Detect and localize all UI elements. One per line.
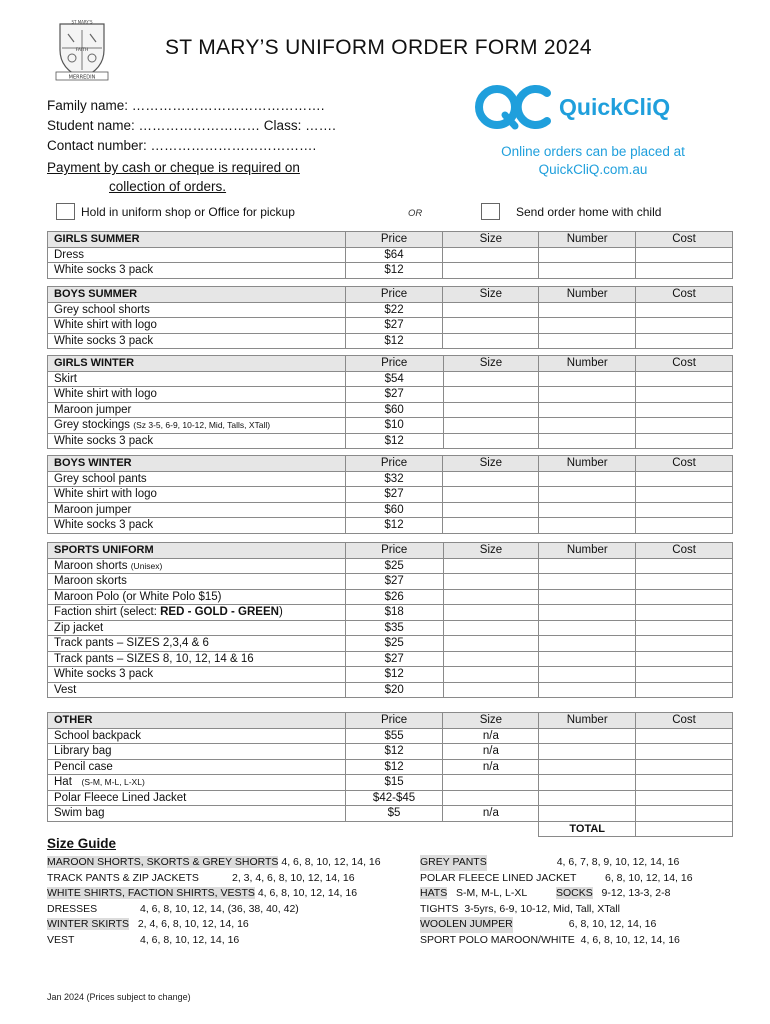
cost-cell[interactable]: [636, 728, 733, 744]
size-cell: n/a: [443, 728, 539, 744]
table-row: [48, 636, 733, 652]
item-name: White socks 3 pack: [48, 518, 346, 534]
size-guide-sizes: 4, 6, 8, 10, 12, 14, 16: [140, 933, 240, 946]
item-name: [48, 558, 346, 574]
size-cell[interactable]: [443, 636, 539, 652]
cost-cell[interactable]: [636, 775, 733, 791]
number-cell[interactable]: [539, 589, 636, 605]
item-name: Pencil case: [48, 759, 346, 775]
blank-cell: [443, 821, 539, 837]
number-header: Number: [539, 713, 636, 729]
cost-header: Cost: [636, 356, 733, 372]
item-name: White socks 3 pack: [48, 333, 346, 349]
send-home-option[interactable]: [481, 203, 661, 220]
total-label: TOTAL: [539, 821, 636, 837]
cost-cell[interactable]: [636, 790, 733, 806]
number-cell[interactable]: [539, 502, 636, 518]
sports-uniform-table: [47, 542, 733, 698]
size-guide-row: [420, 917, 693, 933]
cost-cell[interactable]: [636, 682, 733, 698]
item-price: $18: [345, 605, 443, 621]
size-guide-row: [420, 886, 693, 902]
size-header: Size: [443, 543, 539, 559]
cost-cell[interactable]: [636, 605, 733, 621]
number-cell[interactable]: [539, 667, 636, 683]
crest-top-text: ST MARY'S: [71, 20, 93, 25]
number-cell[interactable]: [539, 433, 636, 449]
item-name: White socks 3 pack: [48, 433, 346, 449]
table-row: [48, 333, 733, 349]
size-guide-sizes: 4, 6, 7, 8, 9, 10, 12, 14, 16: [556, 856, 680, 868]
crest-bottom-text: MERREDIN: [68, 74, 96, 81]
table-row: [48, 302, 733, 318]
number-header: Number: [539, 232, 636, 248]
girls-summer-table: [47, 231, 733, 279]
faction-colours: RED - GOLD - GREEN: [160, 606, 279, 619]
size-guide-label: SPORT POLO MAROON/WHITE: [420, 933, 575, 946]
number-cell[interactable]: [539, 574, 636, 590]
size-header: Size: [443, 713, 539, 729]
cost-cell[interactable]: [636, 589, 733, 605]
size-cell[interactable]: [443, 333, 539, 349]
table-row: [48, 589, 733, 605]
size-cell[interactable]: [443, 247, 539, 263]
table-header-row: [48, 232, 733, 248]
number-cell[interactable]: [539, 558, 636, 574]
section-title: SPORTS UNIFORM: [48, 543, 346, 559]
size-guide-label: TRACK PANTS & ZIP JACKETS: [47, 871, 199, 884]
number-header: Number: [539, 356, 636, 372]
payment-note-line-2: collection of orders.: [109, 179, 227, 194]
item-price: $12: [345, 759, 443, 775]
size-guide-row: [47, 886, 381, 902]
size-cell[interactable]: [443, 790, 539, 806]
number-cell[interactable]: [539, 371, 636, 387]
size-guide-right: [420, 855, 693, 949]
cost-cell[interactable]: [636, 620, 733, 636]
page-title: ST MARY’S UNIFORM ORDER FORM 2024: [165, 36, 592, 59]
item-price: $15: [345, 775, 443, 791]
table-row: [48, 806, 733, 822]
size-guide-label: TIGHTS: [420, 902, 459, 915]
number-cell[interactable]: [539, 302, 636, 318]
boys-winter-table: [47, 455, 733, 534]
size-cell[interactable]: [443, 418, 539, 434]
size-header: Size: [443, 287, 539, 303]
size-cell[interactable]: [443, 318, 539, 334]
item-name-suffix: ): [278, 606, 283, 619]
girls-winter-table: [47, 355, 733, 449]
size-guide-row: [420, 871, 693, 887]
size-guide-row: [420, 933, 693, 949]
item-name: Maroon skorts: [48, 574, 346, 590]
size-guide-sizes: 4, 6, 8, 10, 12, 14, (36, 38, 40, 42): [140, 902, 299, 915]
item-price: $60: [345, 402, 443, 418]
size-guide-label: POLAR FLEECE LINED JACKET: [420, 871, 577, 884]
table-row: [48, 682, 733, 698]
table-row: [48, 387, 733, 403]
table-row: [48, 651, 733, 667]
item-name: [48, 775, 346, 791]
size-guide-sizes: 2, 4, 6, 8, 10, 12, 14, 16: [137, 918, 249, 931]
total-row: [48, 821, 733, 837]
cost-cell[interactable]: [636, 333, 733, 349]
number-cell[interactable]: [539, 333, 636, 349]
size-guide-row: [420, 902, 693, 918]
other-items-table: [47, 712, 733, 837]
item-note: (Sz 3-5, 6-9, 10-12, Mid, Talls, XTall): [133, 420, 271, 431]
size-guide-row: [47, 933, 381, 949]
item-name: [48, 418, 346, 434]
item-name: Vest: [48, 682, 346, 698]
number-cell[interactable]: [539, 402, 636, 418]
table-row: [48, 402, 733, 418]
item-name: Grey school shorts: [48, 302, 346, 318]
size-cell[interactable]: [443, 471, 539, 487]
cost-cell[interactable]: [636, 433, 733, 449]
table-row: [48, 574, 733, 590]
pickup-label: Hold in uniform shop or Office for pickup: [81, 204, 295, 219]
size-header: Size: [443, 232, 539, 248]
number-cell[interactable]: [539, 744, 636, 760]
item-name: Grey school pants: [48, 471, 346, 487]
section-title: GIRLS SUMMER: [48, 232, 346, 248]
number-header: Number: [539, 456, 636, 472]
size-guide-row: [420, 855, 693, 871]
pickup-checkbox[interactable]: [56, 203, 75, 220]
size-guide-sizes: 6, 8, 10, 12, 14, 16: [568, 918, 657, 931]
cost-header: Cost: [636, 543, 733, 559]
number-header: Number: [539, 543, 636, 559]
size-guide-sizes: 6, 8, 10, 12, 14, 16: [605, 871, 693, 884]
item-name: Maroon jumper: [48, 402, 346, 418]
table-row: [48, 790, 733, 806]
or-label: OR: [408, 208, 423, 219]
cost-cell[interactable]: [636, 387, 733, 403]
size-guide-label: WINTER SKIRTS: [47, 918, 130, 931]
size-guide-label: WOOLEN JUMPER: [420, 917, 513, 933]
cost-cell[interactable]: [636, 418, 733, 434]
boys-summer-table: [47, 286, 733, 349]
size-cell[interactable]: [443, 589, 539, 605]
table-header-row: [48, 713, 733, 729]
size-cell[interactable]: [443, 620, 539, 636]
item-price: $12: [345, 667, 443, 683]
size-guide-label: SOCKS: [556, 887, 593, 900]
size-cell[interactable]: [443, 402, 539, 418]
size-guide-row: [47, 917, 381, 933]
number-cell[interactable]: [539, 605, 636, 621]
size-header: Size: [443, 456, 539, 472]
item-price: $42-$45: [345, 790, 443, 806]
item-name-text: Hat: [54, 776, 72, 789]
size-cell[interactable]: [443, 302, 539, 318]
size-cell[interactable]: [443, 263, 539, 279]
item-price: $60: [345, 502, 443, 518]
item-name: White socks 3 pack: [48, 263, 346, 279]
item-price: $35: [345, 620, 443, 636]
cost-cell[interactable]: [636, 806, 733, 822]
size-guide-sizes: 9-12, 13-3, 2-8: [601, 887, 671, 900]
size-guide-label: GREY PANTS: [420, 855, 487, 871]
size-cell[interactable]: [443, 487, 539, 503]
quickcliq-logo-text: QuickCliQ: [559, 94, 671, 120]
cost-cell[interactable]: [636, 667, 733, 683]
price-header: Price: [345, 356, 443, 372]
size-header: Size: [443, 356, 539, 372]
size-guide-row: [47, 855, 381, 871]
contact-number-field[interactable]: Contact number: ……………………………….: [47, 138, 317, 153]
send-home-checkbox[interactable]: [481, 203, 500, 220]
item-price: $27: [345, 651, 443, 667]
item-name: School backpack: [48, 728, 346, 744]
cost-cell[interactable]: [636, 371, 733, 387]
item-price: $27: [345, 318, 443, 334]
price-header: Price: [345, 287, 443, 303]
size-cell[interactable]: [443, 371, 539, 387]
size-guide-label: VEST: [47, 933, 75, 946]
item-name: Dress: [48, 247, 346, 263]
size-guide-row: [47, 871, 381, 887]
item-price: $25: [345, 558, 443, 574]
item-price: $12: [345, 518, 443, 534]
cost-cell[interactable]: [636, 744, 733, 760]
item-price: $54: [345, 371, 443, 387]
cost-header: Cost: [636, 232, 733, 248]
price-header: Price: [345, 543, 443, 559]
item-name-text: Faction shirt (select:: [54, 606, 157, 619]
item-note: (S-M, M-L, L-XL): [81, 777, 145, 788]
table-row: [48, 620, 733, 636]
table-row: [48, 433, 733, 449]
crest-motto-text: FAITH: [75, 48, 89, 53]
table-row: [48, 744, 733, 760]
cost-header: Cost: [636, 456, 733, 472]
size-cell[interactable]: [443, 682, 539, 698]
size-guide-sizes: 3-5yrs, 6-9, 10-12, Mid, Tall, XTall: [464, 902, 620, 915]
size-guide-left: [47, 855, 381, 949]
cost-cell[interactable]: [636, 558, 733, 574]
size-guide-sizes: 4, 6, 8, 10, 12, 14, 16: [580, 933, 680, 946]
table-row: [48, 318, 733, 334]
size-guide-label: WHITE SHIRTS, FACTION SHIRTS, VESTS: [47, 887, 255, 900]
size-guide-sizes: 4, 6, 8, 10, 12, 14, 16: [257, 887, 358, 900]
section-title: BOYS WINTER: [48, 456, 346, 472]
table-row: [48, 487, 733, 503]
table-row: [48, 502, 733, 518]
item-price: $27: [345, 387, 443, 403]
size-guide-label: MAROON SHORTS, SKORTS & GREY SHORTS: [47, 856, 279, 868]
table-header-row: [48, 287, 733, 303]
family-name-field[interactable]: Family name: …………………………………….: [47, 98, 325, 113]
number-cell[interactable]: [539, 418, 636, 434]
size-cell[interactable]: [443, 651, 539, 667]
item-price: $64: [345, 247, 443, 263]
size-guide-label: HATS: [420, 887, 448, 900]
table-row: [48, 418, 733, 434]
price-header: Price: [345, 232, 443, 248]
section-title: GIRLS WINTER: [48, 356, 346, 372]
number-cell[interactable]: [539, 759, 636, 775]
cost-cell[interactable]: [636, 636, 733, 652]
number-cell[interactable]: [539, 620, 636, 636]
item-price: $12: [345, 263, 443, 279]
size-cell[interactable]: [443, 775, 539, 791]
contact-fields: [47, 96, 336, 156]
table-row: [48, 667, 733, 683]
cost-cell[interactable]: [636, 502, 733, 518]
blank-cell: [48, 821, 346, 837]
table-row: [48, 558, 733, 574]
item-name: Track pants – SIZES 2,3,4 & 6: [48, 636, 346, 652]
number-cell[interactable]: [539, 682, 636, 698]
online-orders-link[interactable]: QuickCliQ.com.au: [538, 162, 648, 177]
item-name: White shirt with logo: [48, 487, 346, 503]
cost-cell[interactable]: [636, 263, 733, 279]
table-row: [48, 371, 733, 387]
price-header: Price: [345, 713, 443, 729]
number-cell[interactable]: [539, 518, 636, 534]
item-price: $20: [345, 682, 443, 698]
item-price: $12: [345, 433, 443, 449]
payment-note: [47, 158, 300, 196]
number-cell[interactable]: [539, 790, 636, 806]
table-row: [48, 518, 733, 534]
student-name-field[interactable]: Student name: ……………………… Class: …….: [47, 118, 336, 133]
item-name: White socks 3 pack: [48, 667, 346, 683]
table-row: [48, 728, 733, 744]
table-header-row: [48, 356, 733, 372]
footer-note: Jan 2024 (Prices subject to change): [47, 992, 191, 1002]
school-crest-logo: [54, 20, 110, 82]
item-price: $12: [345, 333, 443, 349]
table-row: [48, 759, 733, 775]
number-cell[interactable]: [539, 728, 636, 744]
item-price: $22: [345, 302, 443, 318]
item-name: Polar Fleece Lined Jacket: [48, 790, 346, 806]
cost-cell[interactable]: [636, 651, 733, 667]
price-header: Price: [345, 456, 443, 472]
cost-cell[interactable]: [636, 247, 733, 263]
cost-cell[interactable]: [636, 402, 733, 418]
item-price: $27: [345, 487, 443, 503]
blank-cell: [345, 821, 443, 837]
size-cell[interactable]: [443, 502, 539, 518]
number-cell[interactable]: [539, 651, 636, 667]
cost-cell[interactable]: [636, 471, 733, 487]
number-cell[interactable]: [539, 636, 636, 652]
item-price: $27: [345, 574, 443, 590]
number-cell[interactable]: [539, 247, 636, 263]
size-guide-row: [47, 902, 381, 918]
item-name: White shirt with logo: [48, 387, 346, 403]
table-header-row: [48, 456, 733, 472]
table-row: [48, 775, 733, 791]
item-name-text: Maroon shorts: [54, 559, 128, 572]
item-price: $10: [345, 418, 443, 434]
number-header: Number: [539, 287, 636, 303]
item-note: (Unisex): [130, 560, 163, 571]
cost-header: Cost: [636, 713, 733, 729]
size-guide-title: Size Guide: [47, 836, 117, 851]
table-row: [48, 263, 733, 279]
number-cell[interactable]: [539, 487, 636, 503]
payment-note-line-1: Payment by cash or cheque is required on: [47, 160, 300, 175]
cost-cell[interactable]: [636, 487, 733, 503]
item-name: Maroon jumper: [48, 502, 346, 518]
item-name: White shirt with logo: [48, 318, 346, 334]
cost-cell[interactable]: [636, 302, 733, 318]
size-cell[interactable]: [443, 605, 539, 621]
item-name: Library bag: [48, 744, 346, 760]
item-name: Track pants – SIZES 8, 10, 12, 14 & 16: [48, 651, 346, 667]
item-price: $32: [345, 471, 443, 487]
cost-cell[interactable]: [636, 318, 733, 334]
item-name: [48, 605, 346, 621]
size-cell[interactable]: [443, 387, 539, 403]
section-title: BOYS SUMMER: [48, 287, 346, 303]
size-cell[interactable]: [443, 433, 539, 449]
size-guide-sizes: 2, 3, 4, 6, 8, 10, 12, 14, 16: [232, 871, 355, 884]
number-cell[interactable]: [539, 387, 636, 403]
size-guide-label: DRESSES: [47, 902, 98, 915]
number-cell[interactable]: [539, 806, 636, 822]
cost-header: Cost: [636, 287, 733, 303]
number-cell[interactable]: [539, 318, 636, 334]
table-header-row: [48, 543, 733, 559]
size-cell[interactable]: [443, 558, 539, 574]
number-cell[interactable]: [539, 263, 636, 279]
size-cell: n/a: [443, 759, 539, 775]
item-price: $26: [345, 589, 443, 605]
size-guide-sizes: S-M, M-L, L-XL: [456, 887, 528, 900]
send-home-label: Send order home with child: [516, 204, 662, 219]
table-row: [48, 247, 733, 263]
online-orders-line-1: Online orders can be placed at: [501, 144, 685, 159]
item-name: Maroon Polo (or White Polo $15): [48, 589, 346, 605]
item-name: Swim bag: [48, 806, 346, 822]
item-price: $12: [345, 744, 443, 760]
size-cell: n/a: [443, 806, 539, 822]
size-cell[interactable]: [443, 667, 539, 683]
size-guide-sizes: 4, 6, 8, 10, 12, 14, 16: [281, 856, 381, 868]
number-cell[interactable]: [539, 775, 636, 791]
cost-cell[interactable]: [636, 759, 733, 775]
item-price: $5: [345, 806, 443, 822]
size-cell[interactable]: [443, 518, 539, 534]
table-row: [48, 471, 733, 487]
item-price: $55: [345, 728, 443, 744]
table-row: [48, 605, 733, 621]
total-cost-cell[interactable]: [636, 821, 733, 837]
section-title: OTHER: [48, 713, 346, 729]
item-name: Skirt: [48, 371, 346, 387]
pickup-option[interactable]: [56, 203, 295, 220]
item-price: $25: [345, 636, 443, 652]
number-cell[interactable]: [539, 471, 636, 487]
cost-cell[interactable]: [636, 518, 733, 534]
item-name: Zip jacket: [48, 620, 346, 636]
item-name-text: Grey stockings: [54, 419, 131, 432]
size-cell: n/a: [443, 744, 539, 760]
size-cell[interactable]: [443, 574, 539, 590]
online-orders-note: [462, 143, 724, 179]
cost-cell[interactable]: [636, 574, 733, 590]
quickcliq-logo: [475, 84, 705, 130]
